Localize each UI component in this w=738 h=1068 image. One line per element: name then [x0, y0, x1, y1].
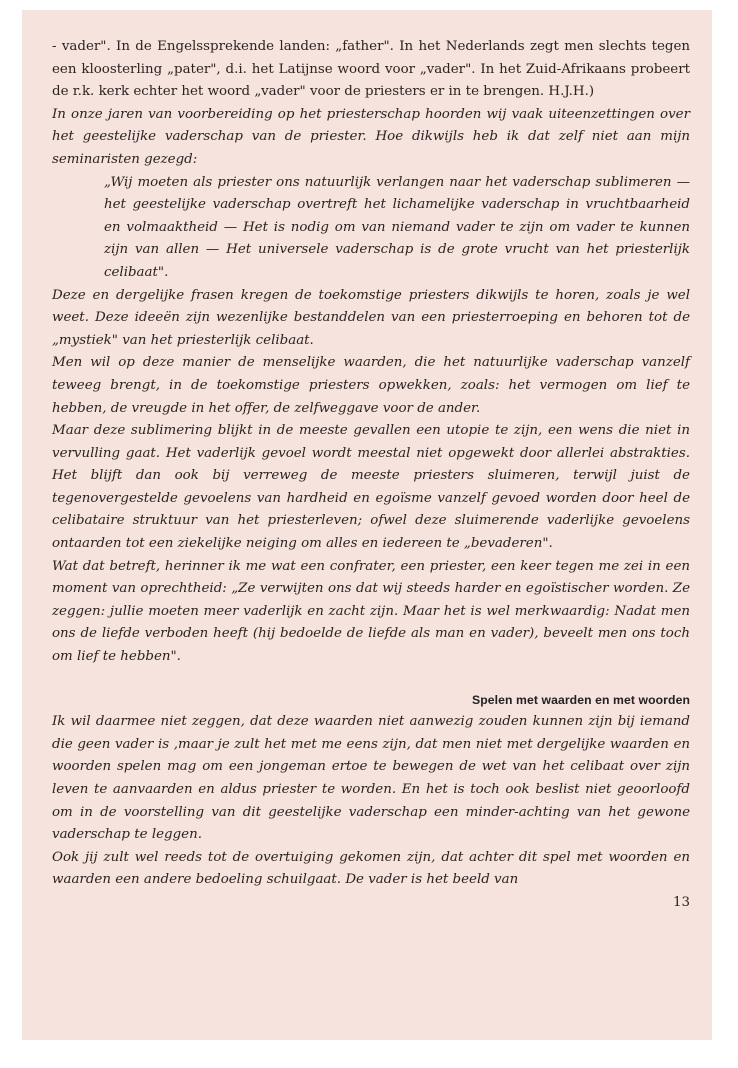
page-text — [52, 36, 690, 915]
paragraph-3: Deze en dergelijke frasen kregen de toekomstige priesters dikwijls te horen, zoals je wel weet. Deze ideeën zijn wezenlijke bestanddelen van een priesterroeping en behoren tot de „mystiek" van het priesterlijk celibaat. — [52, 287, 690, 348]
paragraph-2: In onze jaren van voorbereiding op het priesterschap hoorden wij vaak uiteenzettingen over het geestelijke vaderschap van de priester. Hoe dikwijls heb ik dat zelf niet aan mijn seminaristen gezegd: — [52, 106, 690, 167]
paragraph-6: Wat dat betreft, herinner ik me wat een confrater, een priester, een keer tegen me zei in een moment van oprechtheid: „Ze verwijten ons dat wij steeds harder en egoïstischer worden. Ze zeggen: jullie moeten meer vaderlijk en zacht zijn. Maar het is wel merkwaardig: Nadat men ons de liefde verboden heeft (hij bedoelde de liefde als man en vader), beveelt men ons toch om lief te hebben". — [52, 558, 690, 665]
section-heading: Spelen met waarden en met woorden — [472, 692, 690, 707]
paragraph-7: Ik wil daarmee niet zeggen, dat deze waarden niet aanwezig zouden kunnen zijn bij iemand die geen vader is ,maar je zult het met me eens zijn, dat men niet met dergelijke waarden en woorden spelen mag om een jongeman ertoe te bewegen de wet van het celibaat over zijn leven te aanvaarden en aldus priester te worden. En het is toch ook beslist niet geoorloofd om in de voorstelling van dit geestelijke vaderschap een minder-achting van het gewone vaderschap te leggen. — [52, 714, 690, 843]
block-quote: „Wij moeten als priester ons natuurlijk verlangen naar het vaderschap sublimeren — het geestelijke vaderschap overtreft het lichamelijke vaderschap in vruchtbaarheid en volmaaktheid — Het is nodig om van niemand vader te zijn om vader te kunnen zijn van allen — Het universele vaderschap is de grote vrucht van het priesterlijk celibaat". — [104, 174, 690, 280]
page-number: 13 — [672, 894, 690, 910]
paragraph-5: Maar deze sublimering blijkt in de meeste gevallen een utopie te zijn, een wens die niet in vervulling gaat. Het vaderlijk gevoel wordt meestal niet opgewekt door allerlei abstrakties. Het blijft dan ook bij verreweg de meeste priesters sluimeren, terwijl juist de tegenovergestelde gevoelens van hardheid en egoïsme vanzelf gevoed worden door heel de celibataire struktuur van het priesterleven; ofwel deze sluimerende vaderlijke gevoelens ontaarden tot een ziekelijke neiging om alles en iedereen te „bevaderen". — [52, 423, 690, 552]
book-page — [22, 10, 712, 1040]
paragraph-8: Ook jij zult wel reeds tot de overtuiging gekomen zijn, dat achter dit spel met woorden en waarden een andere bedoeling schuilgaat. De vader is het beeld van — [52, 849, 690, 888]
paragraph-4: Men wil op deze manier de menselijke waarden, die het natuurlijke vaderschap vanzelf teweeg brengt, in de toekomstige priesters opwekken, zoals: het vermogen om lief te hebben, de vreugde in het offer, de zelfweggave voor de ander. — [52, 355, 690, 416]
paragraph-1: - vader". In de Engelssprekende landen: „father". In het Nederlands zegt men slechts tegen een kloosterling „pater", d.i. het Latijnse woord voor „vader". In het Zuid-Afrikaans probeert de r.k. kerk echter het woord „vader" voor de priesters er in te brengen. H.J.H.) — [52, 39, 690, 100]
